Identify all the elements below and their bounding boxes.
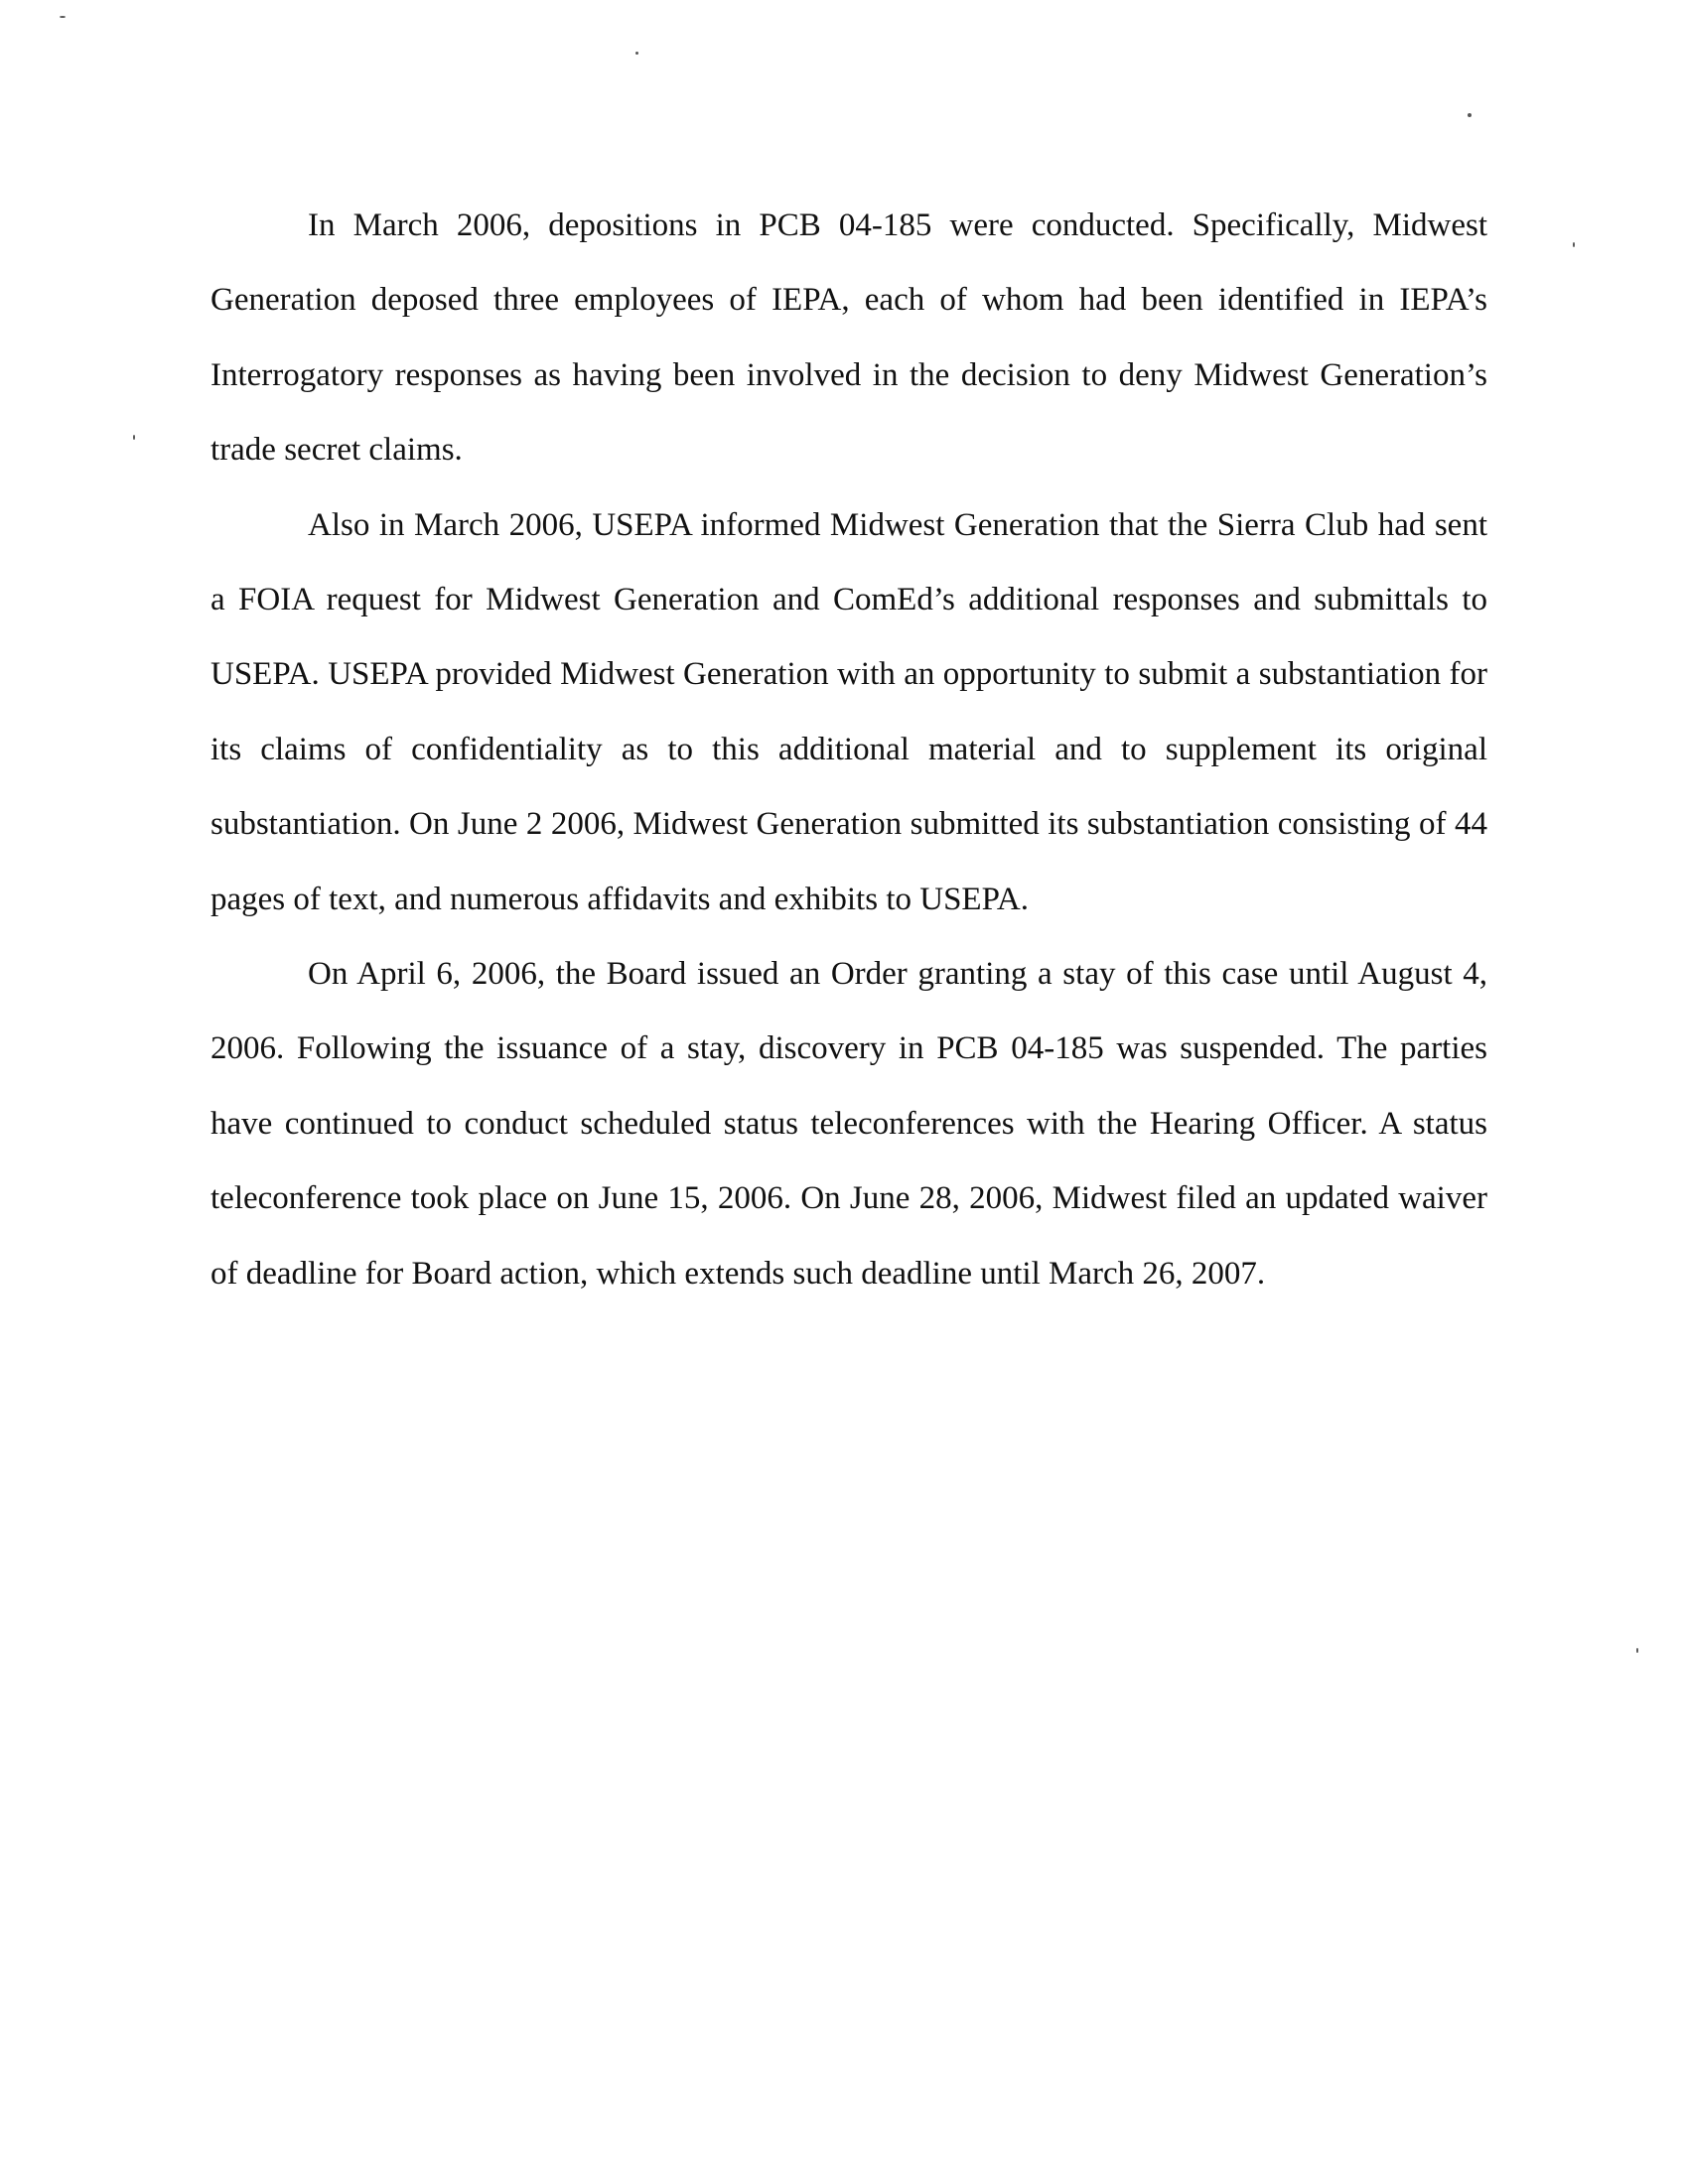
scan-speck <box>1468 113 1472 117</box>
paragraph-foia-request: Also in March 2006, USEPA informed Midwest Generation that the Sierra Club had sent a FOIA request for Midwest Generation and ComEd’s additional responses and submittals to USEPA. USEPA provided Midwest Generation with an opportunity to submit a substantiation for its claims of confidentiality as to this additional material and to supplement its original substantiation. On June 2 2006, Midwest Generation submitted its substantiation consisting of 44 pages of text, and numerous affidavits and exhibits to USEPA. <box>210 506 1487 917</box>
document-body <box>210 189 1487 1311</box>
paragraph-depositions: In March 2006, depositions in PCB 04-185 were conducted. Specifically, Midwest Generation deposed three employees of IEPA, each of whom had been identified in IEPA’s Interrogatory responses as having been involved in the decision to deny Midwest Generation’s trade secret claims. <box>210 207 1487 469</box>
scan-speck <box>133 435 135 440</box>
scan-speck <box>1573 242 1575 247</box>
scan-speck <box>60 16 66 18</box>
paragraph-stay-order: On April 6, 2006, the Board issued an Order granting a stay of this case until August 4, 2006. Following the issuance of a stay, discovery in PCB 04-185 was suspended. The parties have continued to conduct scheduled status teleconferences with the Hearing Officer. A status teleconference took place on June 15, 2006. On June 28, 2006, Midwest filed an updated waiver of deadline for Board action, which extends such deadline until March 26, 2007. <box>210 956 1487 1292</box>
scan-speck <box>1636 1648 1638 1653</box>
scan-speck <box>635 52 638 55</box>
